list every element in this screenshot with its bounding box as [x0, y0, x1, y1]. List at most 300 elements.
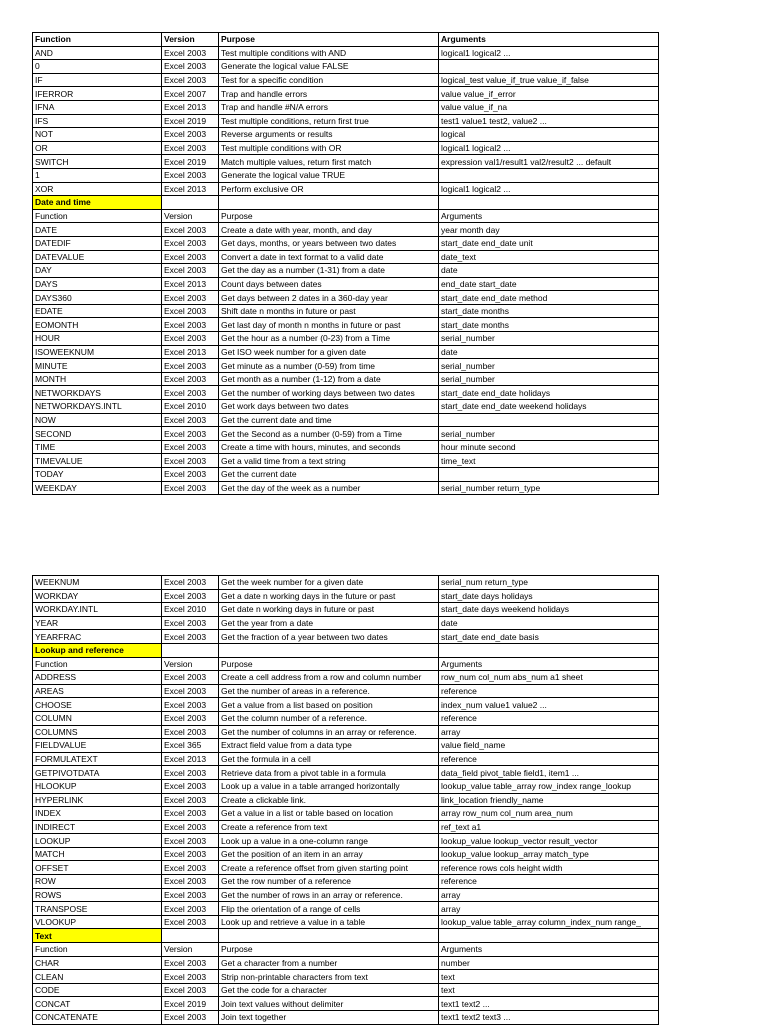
function-cell: CONCAT	[33, 997, 162, 1011]
function-cell: HYPERLINK	[33, 793, 162, 807]
purpose-cell: Get the number of areas in a reference.	[219, 684, 439, 698]
section-header-text	[33, 929, 659, 943]
version-cell: Excel 2003	[162, 386, 219, 400]
arguments-cell: array row_num col_num area_num	[439, 807, 659, 821]
version-cell: Excel 2003	[162, 630, 219, 644]
arguments-cell: array	[439, 888, 659, 902]
version-cell: Version	[162, 33, 219, 47]
purpose-cell: Match multiple values, return first match	[219, 155, 439, 169]
arguments-cell	[439, 60, 659, 74]
purpose-cell: Get days between 2 dates in a 360-day year	[219, 291, 439, 305]
table-row	[33, 888, 659, 902]
version-cell: Excel 2003	[162, 970, 219, 984]
function-cell: YEARFRAC	[33, 630, 162, 644]
table-row	[33, 983, 659, 997]
empty-cell	[219, 196, 439, 210]
version-cell: Excel 2003	[162, 318, 219, 332]
purpose-cell: Purpose	[219, 33, 439, 47]
function-cell: INDEX	[33, 807, 162, 821]
arguments-cell: start_date days weekend holidays	[439, 603, 659, 617]
function-cell: DATEVALUE	[33, 250, 162, 264]
function-cell: GETPIVOTDATA	[33, 766, 162, 780]
purpose-cell: Get ISO week number for a given date	[219, 345, 439, 359]
function-cell: OR	[33, 141, 162, 155]
function-cell: CONCATENATE	[33, 1011, 162, 1025]
arguments-cell: text1 text2 ...	[439, 997, 659, 1011]
function-cell: WORKDAY	[33, 589, 162, 603]
function-cell: COLUMN	[33, 711, 162, 725]
table-row	[33, 345, 659, 359]
version-cell: Version	[162, 943, 219, 957]
table-row	[33, 386, 659, 400]
purpose-cell: Perform exclusive OR	[219, 182, 439, 196]
function-cell: ROW	[33, 875, 162, 889]
arguments-cell: logical1 logical2 ...	[439, 182, 659, 196]
arguments-cell: start_date end_date unit	[439, 236, 659, 250]
version-cell: Excel 2003	[162, 793, 219, 807]
purpose-cell: Create a time with hours, minutes, and seconds	[219, 440, 439, 454]
arguments-cell: value value_if_na	[439, 100, 659, 114]
arguments-cell: text1 text2 text3 ...	[439, 1011, 659, 1025]
function-cell: DAYS360	[33, 291, 162, 305]
purpose-cell: Get minute as a number (0-59) from time	[219, 359, 439, 373]
purpose-cell: Join text values without delimiter	[219, 997, 439, 1011]
function-cell: MINUTE	[33, 359, 162, 373]
purpose-cell: Get the week number for a given date	[219, 576, 439, 590]
purpose-cell: Look up and retrieve a value in a table	[219, 915, 439, 929]
purpose-cell: Extract field value from a data type	[219, 739, 439, 753]
purpose-cell: Look up a value in a one-column range	[219, 834, 439, 848]
table-row	[33, 970, 659, 984]
function-cell: XOR	[33, 182, 162, 196]
arguments-cell: hour minute second	[439, 440, 659, 454]
table-row	[33, 250, 659, 264]
table-row	[33, 834, 659, 848]
function-cell: NETWORKDAYS	[33, 386, 162, 400]
arguments-cell: Arguments	[439, 33, 659, 47]
function-cell: INDIRECT	[33, 820, 162, 834]
purpose-cell: Create a date with year, month, and day	[219, 223, 439, 237]
function-cell: NETWORKDAYS.INTL	[33, 400, 162, 414]
function-cell: DATE	[33, 223, 162, 237]
function-cell: CHAR	[33, 956, 162, 970]
purpose-cell: Get the number of working days between two dates	[219, 386, 439, 400]
arguments-cell: date_text	[439, 250, 659, 264]
arguments-cell: index_num value1 value2 ...	[439, 698, 659, 712]
function-cell: SECOND	[33, 427, 162, 441]
function-cell: 1	[33, 168, 162, 182]
function-cell: AREAS	[33, 684, 162, 698]
function-cell: CHOOSE	[33, 698, 162, 712]
function-table-page-1	[32, 32, 659, 495]
purpose-cell: Get last day of month n months in future or past	[219, 318, 439, 332]
function-cell: IFNA	[33, 100, 162, 114]
table-row	[33, 318, 659, 332]
version-cell: Excel 2003	[162, 1011, 219, 1025]
arguments-cell: value field_name	[439, 739, 659, 753]
arguments-cell: Arguments	[439, 657, 659, 671]
table-row	[33, 902, 659, 916]
purpose-cell: Reverse arguments or results	[219, 128, 439, 142]
purpose-cell: Get date n working days in future or past	[219, 603, 439, 617]
purpose-cell: Convert a date in text format to a valid date	[219, 250, 439, 264]
function-cell: DATEDIF	[33, 236, 162, 250]
function-cell: WEEKNUM	[33, 576, 162, 590]
purpose-cell: Create a reference offset from given starting point	[219, 861, 439, 875]
version-cell: Excel 2019	[162, 997, 219, 1011]
table-row	[33, 304, 659, 318]
version-cell: Excel 2003	[162, 454, 219, 468]
purpose-cell: Look up a value in a table arranged horizontally	[219, 779, 439, 793]
purpose-cell: Shift date n months in future or past	[219, 304, 439, 318]
table-row	[33, 739, 659, 753]
version-cell: Excel 2003	[162, 956, 219, 970]
version-cell: Excel 2003	[162, 589, 219, 603]
version-cell: Excel 2010	[162, 603, 219, 617]
version-cell: Excel 2003	[162, 875, 219, 889]
function-cell: ADDRESS	[33, 671, 162, 685]
version-cell: Excel 2003	[162, 807, 219, 821]
table-row	[33, 60, 659, 74]
version-cell: Excel 2003	[162, 236, 219, 250]
table-row	[33, 427, 659, 441]
table-row	[33, 128, 659, 142]
arguments-cell: number	[439, 956, 659, 970]
arguments-cell: logical	[439, 128, 659, 142]
arguments-cell: text	[439, 983, 659, 997]
version-cell: Excel 2003	[162, 902, 219, 916]
function-cell: TIME	[33, 440, 162, 454]
purpose-cell: Test multiple conditions with OR	[219, 141, 439, 155]
header-row	[33, 33, 659, 47]
version-cell: Excel 2003	[162, 725, 219, 739]
table-row	[33, 46, 659, 60]
purpose-cell: Get the day of the week as a number	[219, 481, 439, 495]
version-cell: Excel 2003	[162, 616, 219, 630]
arguments-cell: link_location friendly_name	[439, 793, 659, 807]
table-row	[33, 589, 659, 603]
purpose-cell: Trap and handle errors	[219, 87, 439, 101]
purpose-cell: Get the hour as a number (0-23) from a Time	[219, 332, 439, 346]
table-row	[33, 73, 659, 87]
version-cell: Excel 2003	[162, 481, 219, 495]
empty-cell	[439, 196, 659, 210]
purpose-cell: Get the column number of a reference.	[219, 711, 439, 725]
purpose-cell: Create a reference from text	[219, 820, 439, 834]
table-row	[33, 155, 659, 169]
function-cell: SWITCH	[33, 155, 162, 169]
arguments-cell: time_text	[439, 454, 659, 468]
arguments-cell: start_date months	[439, 318, 659, 332]
table-row	[33, 454, 659, 468]
empty-cell	[439, 929, 659, 943]
version-cell: Excel 2003	[162, 250, 219, 264]
purpose-cell: Test multiple conditions, return first true	[219, 114, 439, 128]
arguments-cell: array	[439, 725, 659, 739]
table-row	[33, 698, 659, 712]
arguments-cell: date	[439, 345, 659, 359]
function-cell: HOUR	[33, 332, 162, 346]
table-row	[33, 752, 659, 766]
table-row	[33, 807, 659, 821]
purpose-cell: Create a cell address from a row and column number	[219, 671, 439, 685]
version-cell: Excel 2003	[162, 223, 219, 237]
purpose-cell: Flip the orientation of a range of cells	[219, 902, 439, 916]
version-cell: Excel 2010	[162, 400, 219, 414]
function-cell: ROWS	[33, 888, 162, 902]
table-row	[33, 603, 659, 617]
version-cell: Excel 2003	[162, 413, 219, 427]
version-cell: Excel 2003	[162, 128, 219, 142]
version-cell: Excel 2003	[162, 264, 219, 278]
version-cell: Excel 2013	[162, 100, 219, 114]
arguments-cell: Arguments	[439, 209, 659, 223]
version-cell: Excel 2003	[162, 291, 219, 305]
version-cell: Excel 2019	[162, 155, 219, 169]
table-row	[33, 236, 659, 250]
function-cell: IF	[33, 73, 162, 87]
purpose-cell: Get the Second as a number (0-59) from a Time	[219, 427, 439, 441]
subheader-row	[33, 209, 659, 223]
version-cell: Excel 2013	[162, 345, 219, 359]
arguments-cell: serial_number	[439, 359, 659, 373]
table-row	[33, 372, 659, 386]
arguments-cell: reference	[439, 711, 659, 725]
arguments-cell: end_date start_date	[439, 277, 659, 291]
version-cell: Excel 2003	[162, 847, 219, 861]
version-cell: Excel 2003	[162, 576, 219, 590]
purpose-cell: Get the current date	[219, 468, 439, 482]
arguments-cell: start_date days holidays	[439, 589, 659, 603]
arguments-cell: test1 value1 test2, value2 ...	[439, 114, 659, 128]
table-row	[33, 468, 659, 482]
version-cell: Excel 2003	[162, 820, 219, 834]
arguments-cell: text	[439, 970, 659, 984]
version-cell: Excel 2003	[162, 983, 219, 997]
version-cell: Excel 2003	[162, 141, 219, 155]
arguments-cell	[439, 468, 659, 482]
arguments-cell: data_field pivot_table field1, item1 ...	[439, 766, 659, 780]
function-table-page-2	[32, 575, 659, 1025]
version-cell: Excel 2003	[162, 60, 219, 74]
section-title: Text	[33, 929, 162, 943]
purpose-cell: Count days between dates	[219, 277, 439, 291]
empty-cell	[162, 929, 219, 943]
version-cell: Excel 2003	[162, 698, 219, 712]
purpose-cell: Get month as a number (1-12) from a date	[219, 372, 439, 386]
version-cell: Excel 2019	[162, 114, 219, 128]
function-cell: WORKDAY.INTL	[33, 603, 162, 617]
subheader-row	[33, 657, 659, 671]
function-cell: AND	[33, 46, 162, 60]
table-row	[33, 820, 659, 834]
arguments-cell: serial_number	[439, 427, 659, 441]
version-cell: Excel 2003	[162, 671, 219, 685]
arguments-cell: year month day	[439, 223, 659, 237]
purpose-cell: Generate the logical value FALSE	[219, 60, 439, 74]
purpose-cell: Test multiple conditions with AND	[219, 46, 439, 60]
version-cell: Version	[162, 657, 219, 671]
section-title: Lookup and reference	[33, 643, 162, 657]
empty-cell	[219, 929, 439, 943]
table-row	[33, 861, 659, 875]
table-row	[33, 277, 659, 291]
purpose-cell: Get the code for a character	[219, 983, 439, 997]
arguments-cell: start_date end_date method	[439, 291, 659, 305]
version-cell: Excel 2013	[162, 277, 219, 291]
function-cell: Function	[33, 33, 162, 47]
arguments-cell: expression val1/result1 val2/result2 ... default	[439, 155, 659, 169]
function-cell: FORMULATEXT	[33, 752, 162, 766]
table-row	[33, 684, 659, 698]
function-cell: EDATE	[33, 304, 162, 318]
table-row	[33, 956, 659, 970]
arguments-cell: serial_number	[439, 332, 659, 346]
arguments-cell: row_num col_num abs_num a1 sheet	[439, 671, 659, 685]
version-cell: Excel 2003	[162, 888, 219, 902]
arguments-cell: reference rows cols height width	[439, 861, 659, 875]
function-cell: Function	[33, 943, 162, 957]
purpose-cell: Purpose	[219, 209, 439, 223]
version-cell: Excel 2003	[162, 711, 219, 725]
function-cell: DAYS	[33, 277, 162, 291]
table-row	[33, 440, 659, 454]
purpose-cell: Get days, months, or years between two dates	[219, 236, 439, 250]
arguments-cell: reference	[439, 684, 659, 698]
function-cell: CODE	[33, 983, 162, 997]
version-cell: Excel 2003	[162, 46, 219, 60]
table-row	[33, 332, 659, 346]
table-row	[33, 793, 659, 807]
purpose-cell: Get the number of rows in an array or reference.	[219, 888, 439, 902]
arguments-cell: Arguments	[439, 943, 659, 957]
purpose-cell: Purpose	[219, 943, 439, 957]
function-cell: Function	[33, 657, 162, 671]
function-cell: LOOKUP	[33, 834, 162, 848]
table-row	[33, 481, 659, 495]
function-cell: Function	[33, 209, 162, 223]
version-cell: Excel 2003	[162, 304, 219, 318]
table-row	[33, 725, 659, 739]
arguments-cell: logical1 logical2 ...	[439, 141, 659, 155]
purpose-cell: Join text together	[219, 1011, 439, 1025]
purpose-cell: Get the formula in a cell	[219, 752, 439, 766]
purpose-cell: Get a value from a list based on position	[219, 698, 439, 712]
purpose-cell: Create a clickable link.	[219, 793, 439, 807]
arguments-cell: date	[439, 264, 659, 278]
function-cell: OFFSET	[33, 861, 162, 875]
function-cell: TODAY	[33, 468, 162, 482]
table-row	[33, 87, 659, 101]
purpose-cell: Get work days between two dates	[219, 400, 439, 414]
table-row	[33, 766, 659, 780]
purpose-cell: Purpose	[219, 657, 439, 671]
table-row	[33, 616, 659, 630]
table-row	[33, 359, 659, 373]
purpose-cell: Get the row number of a reference	[219, 875, 439, 889]
function-cell: NOW	[33, 413, 162, 427]
version-cell: Excel 2007	[162, 87, 219, 101]
empty-cell	[219, 643, 439, 657]
arguments-cell: array	[439, 902, 659, 916]
function-cell: ISOWEEKNUM	[33, 345, 162, 359]
arguments-cell	[439, 168, 659, 182]
arguments-cell	[439, 413, 659, 427]
function-cell: HLOOKUP	[33, 779, 162, 793]
arguments-cell: lookup_value lookup_vector result_vector	[439, 834, 659, 848]
purpose-cell: Test for a specific condition	[219, 73, 439, 87]
table-row	[33, 141, 659, 155]
table-row	[33, 779, 659, 793]
version-cell: Excel 2003	[162, 372, 219, 386]
function-cell: CLEAN	[33, 970, 162, 984]
purpose-cell: Get the fraction of a year between two dates	[219, 630, 439, 644]
purpose-cell: Get a valid time from a text string	[219, 454, 439, 468]
arguments-cell: value value_if_error	[439, 87, 659, 101]
version-cell: Excel 2003	[162, 359, 219, 373]
function-cell: EOMONTH	[33, 318, 162, 332]
version-cell: Excel 2003	[162, 766, 219, 780]
table-row	[33, 915, 659, 929]
version-cell: Version	[162, 209, 219, 223]
table-row	[33, 630, 659, 644]
arguments-cell: serial_number	[439, 372, 659, 386]
version-cell: Excel 2013	[162, 752, 219, 766]
function-cell: YEAR	[33, 616, 162, 630]
table-row	[33, 264, 659, 278]
empty-cell	[439, 643, 659, 657]
arguments-cell: reference	[439, 752, 659, 766]
table-row	[33, 413, 659, 427]
section-header-lookup-and-reference	[33, 643, 659, 657]
table-row	[33, 847, 659, 861]
arguments-cell: reference	[439, 875, 659, 889]
version-cell: Excel 2003	[162, 468, 219, 482]
table-row	[33, 671, 659, 685]
version-cell: Excel 2003	[162, 440, 219, 454]
function-cell: WEEKDAY	[33, 481, 162, 495]
arguments-cell: logical_test value_if_true value_if_false	[439, 73, 659, 87]
version-cell: Excel 365	[162, 739, 219, 753]
function-cell: NOT	[33, 128, 162, 142]
table-row	[33, 100, 659, 114]
purpose-cell: Get a character from a number	[219, 956, 439, 970]
purpose-cell: Get the year from a date	[219, 616, 439, 630]
arguments-cell: start_date end_date weekend holidays	[439, 400, 659, 414]
arguments-cell: lookup_value table_array column_index_num range_	[439, 915, 659, 929]
table-row	[33, 400, 659, 414]
version-cell: Excel 2003	[162, 684, 219, 698]
function-cell: VLOOKUP	[33, 915, 162, 929]
purpose-cell: Retrieve data from a pivot table in a formula	[219, 766, 439, 780]
function-cell: COLUMNS	[33, 725, 162, 739]
arguments-cell: lookup_value lookup_array match_type	[439, 847, 659, 861]
function-cell: TRANSPOSE	[33, 902, 162, 916]
table-row	[33, 182, 659, 196]
section-header-date-and-time	[33, 196, 659, 210]
empty-cell	[162, 196, 219, 210]
empty-cell	[162, 643, 219, 657]
version-cell: Excel 2003	[162, 332, 219, 346]
purpose-cell: Get the current date and time	[219, 413, 439, 427]
purpose-cell: Strip non-printable characters from text	[219, 970, 439, 984]
version-cell: Excel 2003	[162, 915, 219, 929]
function-cell: TIMEVALUE	[33, 454, 162, 468]
table-row	[33, 168, 659, 182]
function-cell: MATCH	[33, 847, 162, 861]
purpose-cell: Generate the logical value TRUE	[219, 168, 439, 182]
purpose-cell: Get a value in a list or table based on location	[219, 807, 439, 821]
